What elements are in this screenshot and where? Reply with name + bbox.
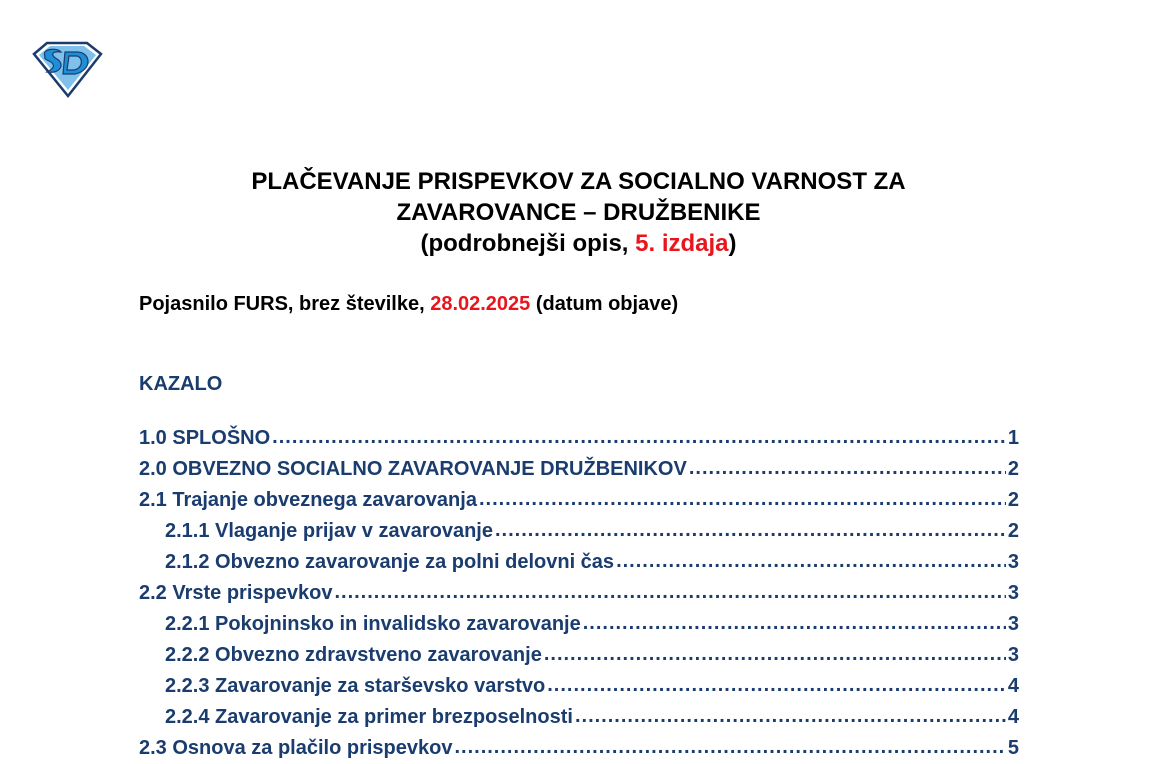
- toc-entry-page: 2: [1007, 458, 1019, 480]
- toc-entry-label: 2.2 Vrste prispevkov: [139, 582, 333, 604]
- toc-heading: KAZALO: [139, 373, 223, 395]
- toc-entry[interactable]: [139, 640, 1019, 671]
- toc-dot-leader: [689, 454, 1006, 485]
- toc-entry-page: 3: [1007, 551, 1019, 573]
- document-title: [0, 166, 1157, 259]
- toc-entry-page: 3: [1007, 613, 1019, 635]
- toc-entry-label: 2.0 OBVEZNO SOCIALNO ZAVAROVANJE DRUŽBENIKOV: [139, 458, 687, 480]
- toc-entry-page: 2: [1007, 520, 1019, 542]
- toc-entry-page: 2: [1007, 489, 1019, 511]
- toc-dot-leader: [575, 702, 1006, 733]
- toc-entry[interactable]: [139, 485, 1019, 516]
- title-line-3: (podrobnejši opis, 5. izdaja): [420, 230, 737, 257]
- toc-dot-leader: [479, 485, 1006, 516]
- toc-entry-page: 5: [1007, 737, 1019, 759]
- toc-entry-page: 1: [1007, 427, 1019, 449]
- toc-entry-page: 3: [1007, 582, 1019, 604]
- title-line-2: ZAVAROVANCE – DRUŽBENIKE: [396, 199, 761, 226]
- toc-dot-leader: [547, 671, 1006, 702]
- toc-entry[interactable]: [139, 609, 1019, 640]
- toc-entry-label: 2.2.2 Obvezno zdravstveno zavarovanje: [165, 644, 542, 666]
- toc-entry[interactable]: [139, 547, 1019, 578]
- toc-dot-leader: [334, 578, 1005, 609]
- toc-entry-page: 3: [1007, 644, 1019, 666]
- toc-entry-page: 4: [1007, 706, 1019, 728]
- toc-entry-label: 2.1.2 Obvezno zavarovanje za polni delovni čas: [165, 551, 615, 573]
- edition-label: 5. izdaja: [635, 230, 729, 257]
- toc-dot-leader: [583, 609, 1006, 640]
- toc-entry-page: 4: [1007, 675, 1019, 697]
- toc-entry[interactable]: [139, 671, 1019, 702]
- toc-entry-label: 2.1.1 Vlaganje prijav v zavarovanje: [165, 520, 493, 542]
- title-line-1: PLAČEVANJE PRISPEVKOV ZA SOCIALNO VARNOST ZA: [251, 168, 906, 195]
- toc-entry-label: 2.2.3 Zavarovanje za starševsko varstvo: [165, 675, 546, 697]
- toc-entry[interactable]: [139, 578, 1019, 609]
- toc-entry[interactable]: [139, 423, 1019, 454]
- toc-dot-leader: [272, 423, 1006, 454]
- toc-entry-label: 2.2.1 Pokojninsko in invalidsko zavarovanje: [165, 613, 581, 635]
- toc-dot-leader: [495, 516, 1006, 547]
- toc-entry-label: 1.0 SPLOŠNO: [139, 427, 271, 449]
- toc-dot-leader: [616, 547, 1006, 578]
- toc-entry-label: 2.2.4 Zavarovanje za primer brezposelnosti: [165, 706, 573, 728]
- sd-shield-logo-icon: [31, 40, 103, 98]
- toc-entry-label: 2.3 Osnova za plačilo prispevkov: [139, 737, 453, 759]
- document-subtitle: Pojasnilo FURS, brez številke, 28.02.2025 (datum objave): [139, 293, 679, 315]
- publication-date: 28.02.2025: [430, 293, 531, 315]
- toc-dot-leader: [544, 640, 1006, 671]
- toc-dot-leader: [454, 733, 1005, 764]
- toc-entry[interactable]: [139, 516, 1019, 547]
- table-of-contents: [139, 423, 1019, 764]
- toc-entry[interactable]: [139, 454, 1019, 485]
- toc-entry-label: 2.1 Trajanje obveznega zavarovanja: [139, 489, 477, 511]
- toc-entry[interactable]: [139, 733, 1019, 764]
- toc-entry[interactable]: [139, 702, 1019, 733]
